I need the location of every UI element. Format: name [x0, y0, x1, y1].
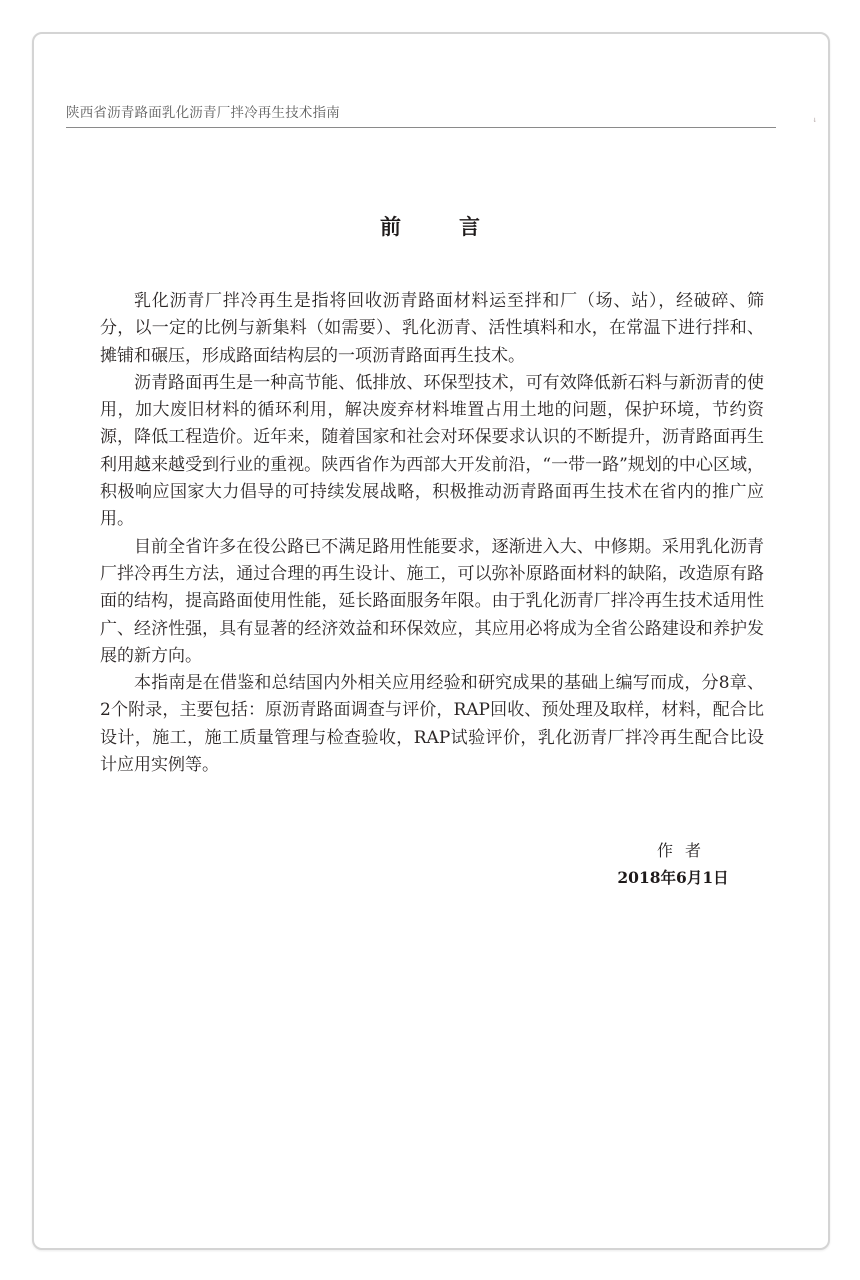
- margin-mark: ꜜ: [813, 117, 817, 128]
- header-rule: [66, 127, 776, 128]
- paragraph-1: 乳化沥青厂拌冷再生是指将回收沥青路面材料运至拌和厂（场、站），经破碎、筛分，以一定的比例与新集料（如需要）、乳化沥青、活性填料和水，在常温下进行拌和、摊铺和碾压，形成路面结构层的一项沥青路面再生技术。: [100, 291, 764, 366]
- signature-date: 2018年6月1日: [617, 868, 729, 887]
- preface-body: [100, 288, 764, 779]
- page-title: [0, 211, 860, 241]
- signature-author: 作者: [656, 841, 713, 860]
- title-char-1: 前: [380, 215, 401, 239]
- signature-block: [560, 838, 780, 888]
- title-char-2: 言: [459, 215, 480, 239]
- paragraph-2: 沥青路面再生是一种高节能、低排放、环保型技术，可有效降低新石料与新沥青的使用，加大废旧材料的循环利用，解决废弃材料堆置占用土地的问题，保护环境，节约资源，降低工程造价。近年来，随着国家和社会对环保要求认识的不断提升，沥青路面再生利用越来越受到行业的重视。陕西省作为西部大开发前沿，“一带一路”规划的中心区域，积极响应国家大力倡导的可持续发展战略，积极推动沥青路面再生技术在省内的推广应用。: [100, 372, 764, 530]
- paragraph-4: 本指南是在借鉴和总结国内外相关应用经验和研究成果的基础上编写而成，分8章、2个附录，主要包括：原沥青路面调查与评价，RAP回收、预处理及取样，材料，配合比设计，施工，施工质量管理与检查验收，RAP试验评价，乳化沥青厂拌冷再生配合比设计应用实例等。: [100, 673, 764, 776]
- running-header: 陕西省沥青路面乳化沥青厂拌冷再生技术指南: [66, 105, 340, 121]
- paragraph-3: 目前全省许多在役公路已不满足路用性能要求，逐渐进入大、中修期。采用乳化沥青厂拌冷再生方法，通过合理的再生设计、施工，可以弥补原路面材料的缺陷，改造原有路面的结构，提高路面使用性能，延长路面服务年限。由于乳化沥青厂拌冷再生技术适用性广、经济性强，具有显著的经济效益和环保效应，其应用必将成为全省公路建设和养护发展的新方向。: [100, 536, 764, 666]
